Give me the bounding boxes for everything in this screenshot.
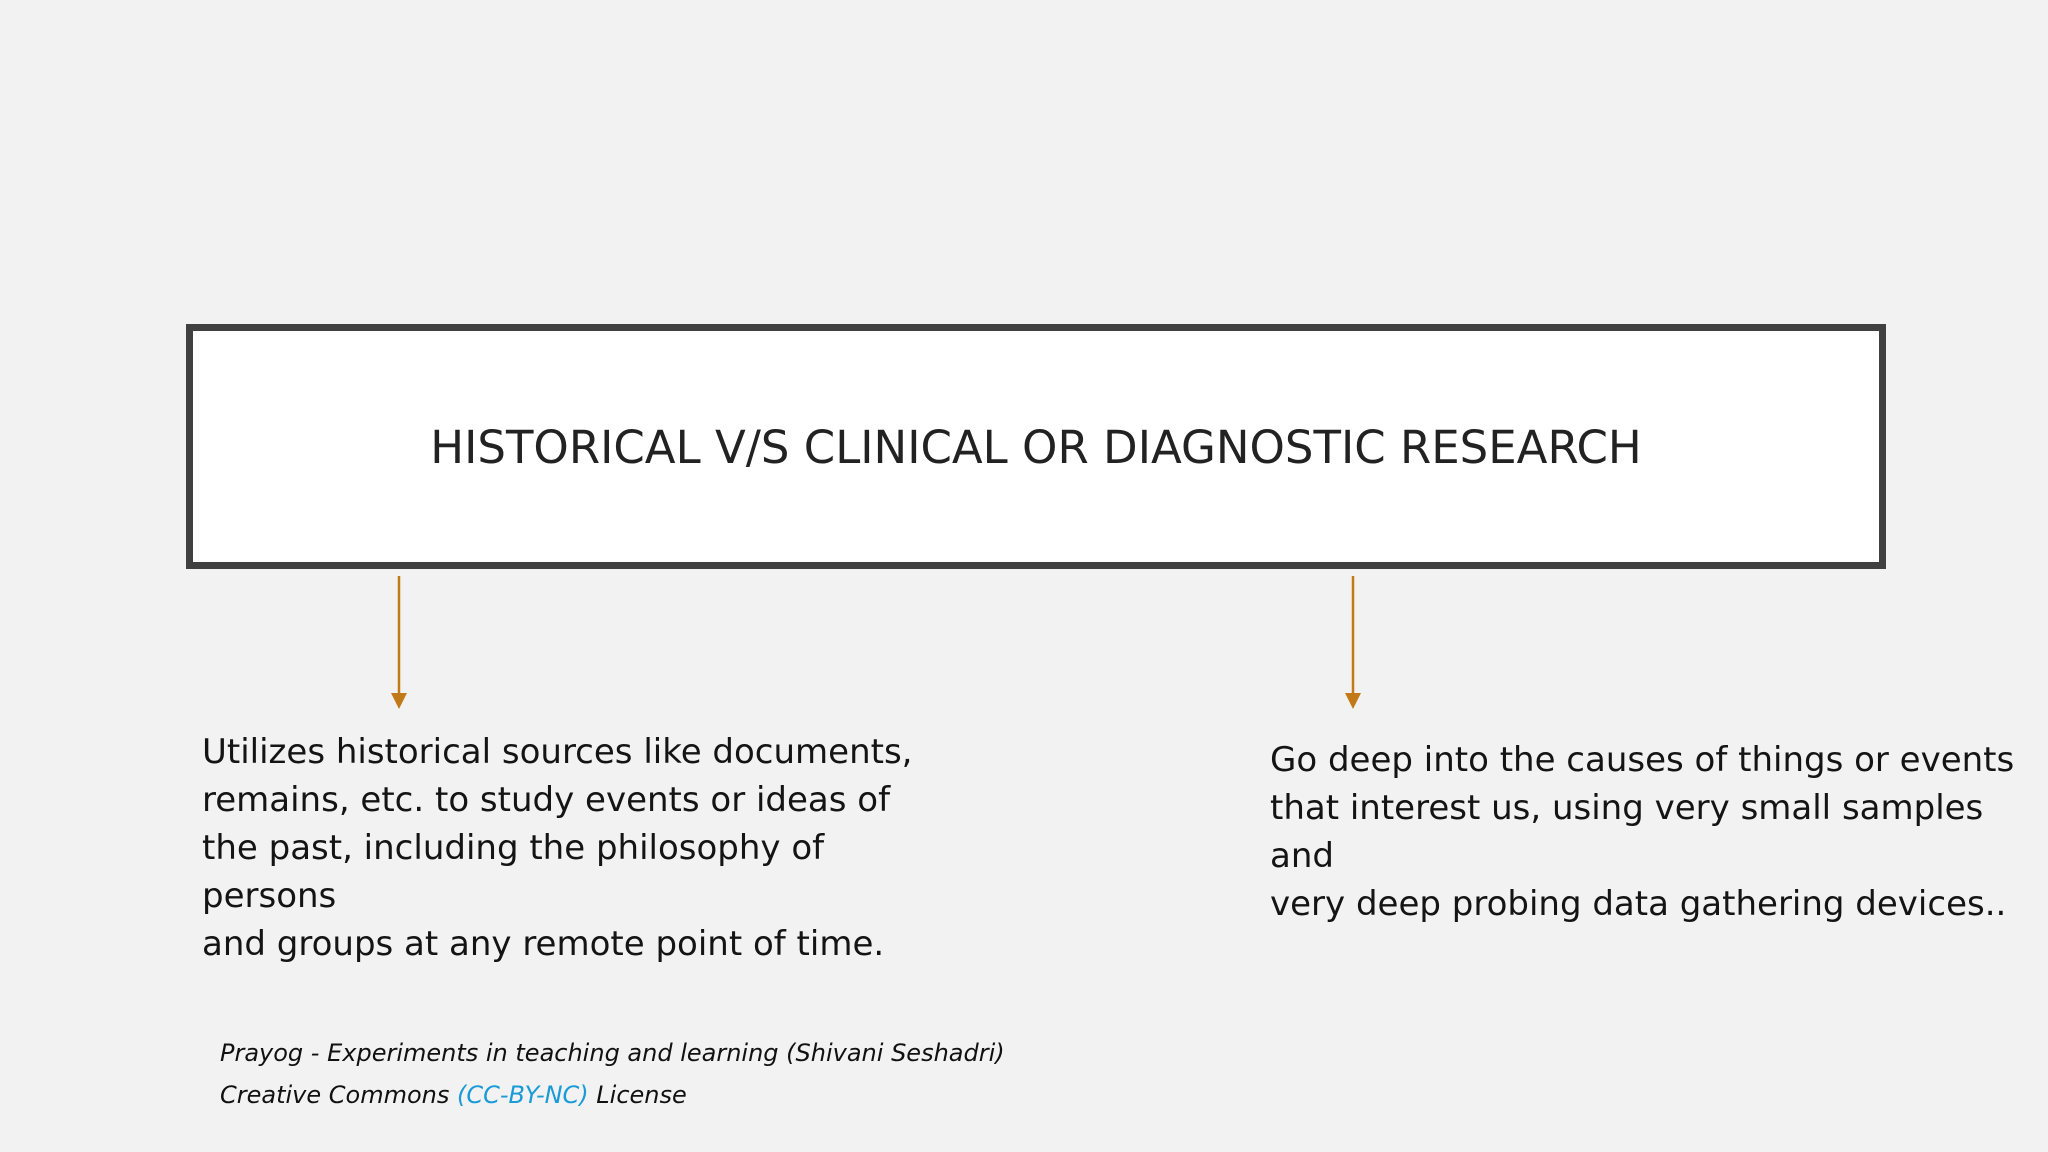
- footer-license-line: [220, 1074, 1005, 1116]
- down-arrow-icon: [387, 576, 411, 710]
- license-suffix: License: [588, 1081, 687, 1109]
- clinical-research-description: Go deep into the causes of things or events that interest us, using very small samples and very deep probing data gathering devices..: [1270, 740, 2015, 924]
- slide-title: HISTORICAL V/S CLINICAL OR DIAGNOSTIC RESEARCH: [430, 421, 1642, 474]
- license-prefix: Creative Commons: [220, 1081, 457, 1109]
- footer-attribution: [220, 1032, 1005, 1116]
- license-link[interactable]: (CC-BY-NC): [457, 1081, 589, 1109]
- right-arrow-connector: [1341, 576, 1365, 710]
- footer-credit-line: Prayog - Experiments in teaching and learning (Shivani Seshadri): [220, 1039, 1005, 1067]
- title-box: [186, 324, 1886, 569]
- down-arrow-icon: [1341, 576, 1365, 710]
- left-arrow-connector: [387, 576, 411, 710]
- historical-research-description: Utilizes historical sources like documents, remains, etc. to study events or ideas of the past, including the philosophy of persons and groups at any remote point of time.: [202, 732, 913, 964]
